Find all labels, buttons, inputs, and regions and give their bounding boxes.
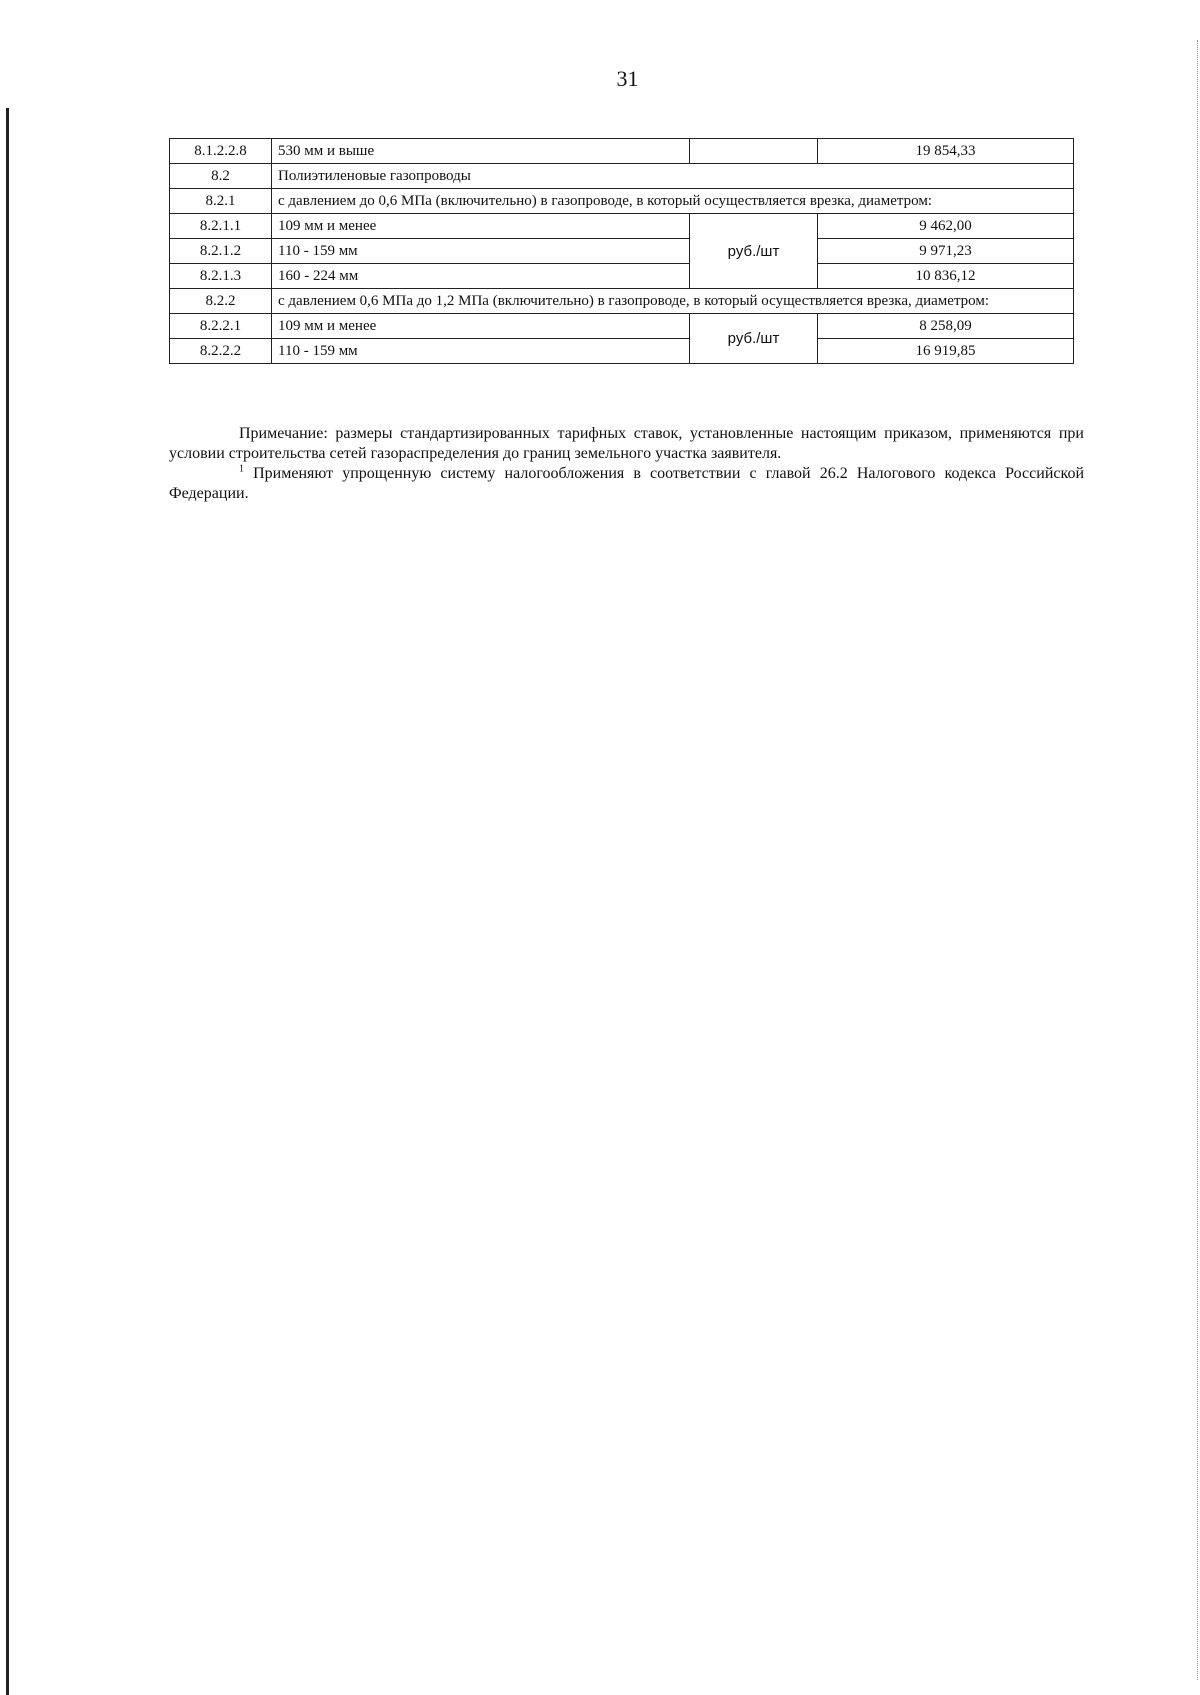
row-description: 110 - 159 мм (272, 339, 690, 364)
scan-left-edge (6, 108, 9, 1695)
row-price: 9 462,00 (818, 214, 1074, 239)
table-row (170, 189, 1074, 214)
table-row (170, 214, 1074, 239)
row-description: 109 мм и менее (272, 214, 690, 239)
row-price: 8 258,09 (818, 314, 1074, 339)
row-price: 10 836,12 (818, 264, 1074, 289)
row-description: 160 - 224 мм (272, 264, 690, 289)
row-number: 8.2.1 (170, 189, 272, 214)
row-number: 8.2.1.3 (170, 264, 272, 289)
row-unit (690, 139, 818, 164)
row-number: 8.2.1.2 (170, 239, 272, 264)
row-description: 110 - 159 мм (272, 239, 690, 264)
row-unit: руб./шт (690, 214, 818, 289)
scan-right-edge (1197, 40, 1198, 1680)
table-row (170, 239, 1074, 264)
notes-block (169, 424, 1084, 504)
table-row (170, 164, 1074, 189)
table-row (170, 139, 1074, 164)
page-number: 31 (616, 66, 639, 91)
row-price: 9 971,23 (818, 239, 1074, 264)
row-number: 8.2.2.1 (170, 314, 272, 339)
table-row (170, 289, 1074, 314)
footnote-text: Применяют упрощенную систему налогообложения в соответствии с главой 26.2 Налогового кодекса Российской Федерации. (169, 465, 1084, 502)
row-price: 16 919,85 (818, 339, 1074, 364)
section-title: Полиэтиленовые газопроводы (272, 164, 1074, 189)
row-description: 530 мм и выше (272, 139, 690, 164)
row-description: 109 мм и менее (272, 314, 690, 339)
row-unit: руб./шт (690, 314, 818, 364)
row-number: 8.2.2 (170, 289, 272, 314)
footnote-mark: 1 (239, 463, 244, 475)
tariff-table (169, 138, 1074, 364)
footnote-paragraph (169, 464, 1084, 504)
row-number: 8.1.2.2.8 (170, 139, 272, 164)
row-number: 8.2 (170, 164, 272, 189)
group-description: с давлением до 0,6 МПа (включительно) в газопроводе, в который осуществляется врезка, диаметром: (272, 189, 1074, 214)
table-row (170, 314, 1074, 339)
table-row (170, 339, 1074, 364)
row-price: 19 854,33 (818, 139, 1074, 164)
row-number: 8.2.1.1 (170, 214, 272, 239)
table-row (170, 264, 1074, 289)
note-paragraph: Примечание: размеры стандартизированных тарифных ставок, установленные настоящим приказом, применяются при условии строительства сетей газораспределения до границ земельного участка заявителя. (169, 425, 1084, 462)
group-description: с давлением 0,6 МПа до 1,2 МПа (включительно) в газопроводе, в который осуществляется врезка, диаметром: (272, 289, 1074, 314)
row-number: 8.2.2.2 (170, 339, 272, 364)
